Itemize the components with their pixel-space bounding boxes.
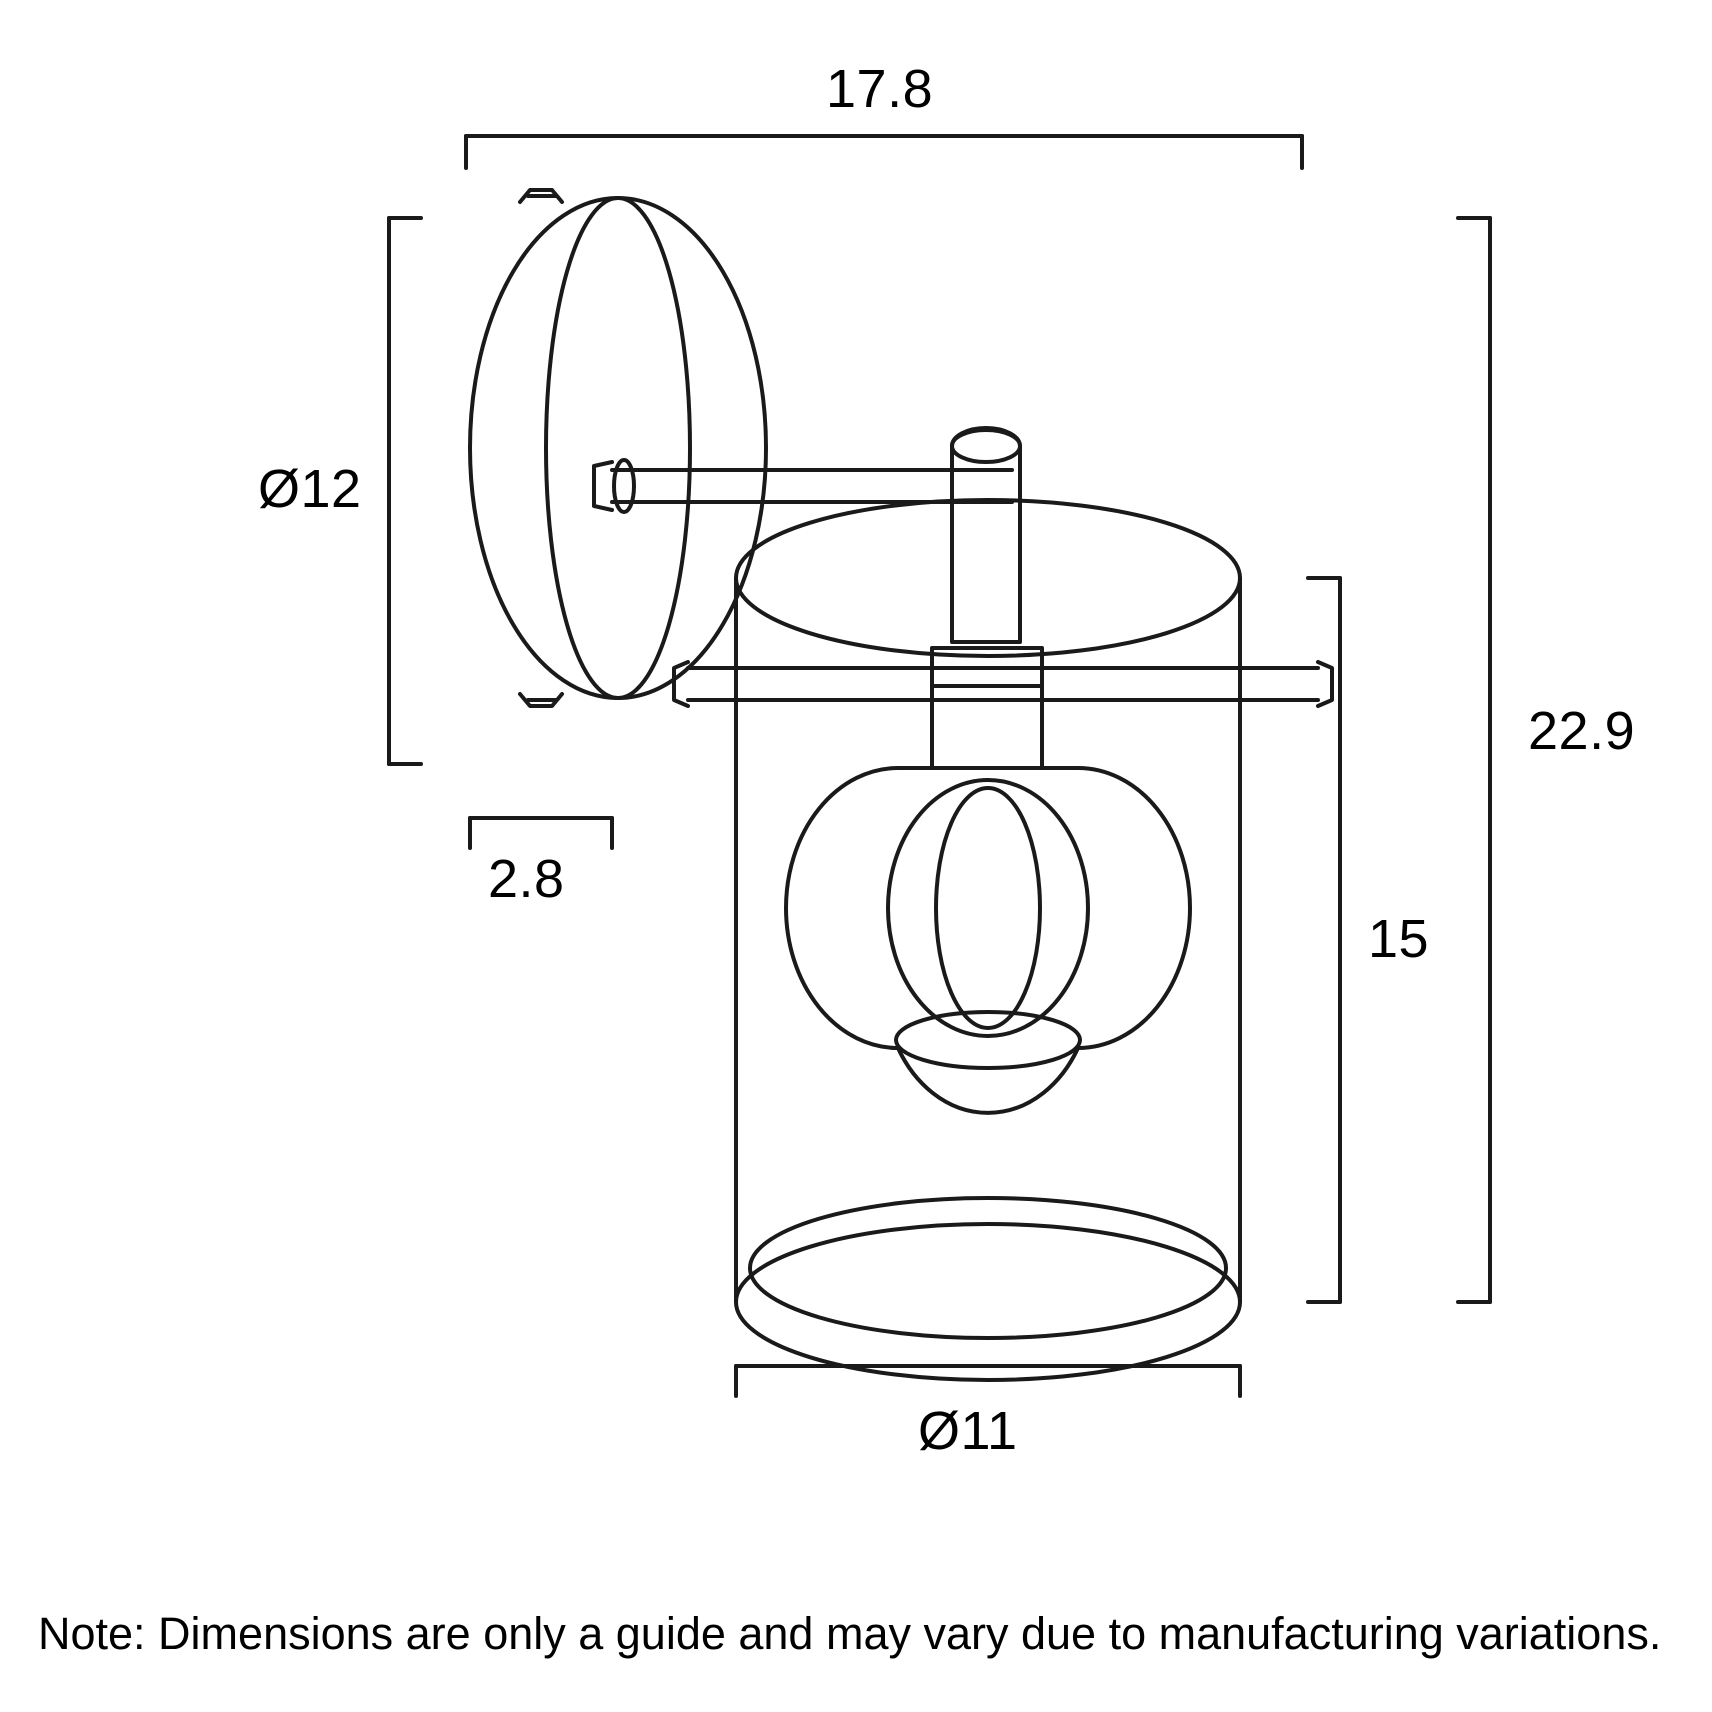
dim-line-backplate-diameter [389, 218, 421, 764]
dim-label-shade-diameter: Ø11 [918, 1401, 1018, 1461]
dim-line-backplate-depth [470, 818, 612, 848]
dim-line-overall-height [1458, 218, 1490, 1302]
dim-line-shade-height [1308, 578, 1340, 1302]
manufacturing-note: Note: Dimensions are only a guide and may vary due to manufacturing variations. [38, 1608, 1662, 1659]
support-arm [594, 460, 1012, 512]
dim-label-backplate-depth: 2.8 [488, 849, 565, 909]
light-bulb [786, 768, 1190, 1113]
dim-label-shade-height: 15 [1368, 909, 1430, 969]
dim-label-overall-height: 22.9 [1528, 701, 1636, 761]
wall-canopy [470, 190, 766, 706]
glass-shade [736, 500, 1240, 1380]
dim-label-backplate-diameter: Ø12 [258, 459, 362, 519]
dim-line-overall-width [466, 136, 1302, 168]
dim-label-overall-width: 17.8 [826, 59, 934, 119]
vertical-drop-rod [952, 428, 1020, 642]
